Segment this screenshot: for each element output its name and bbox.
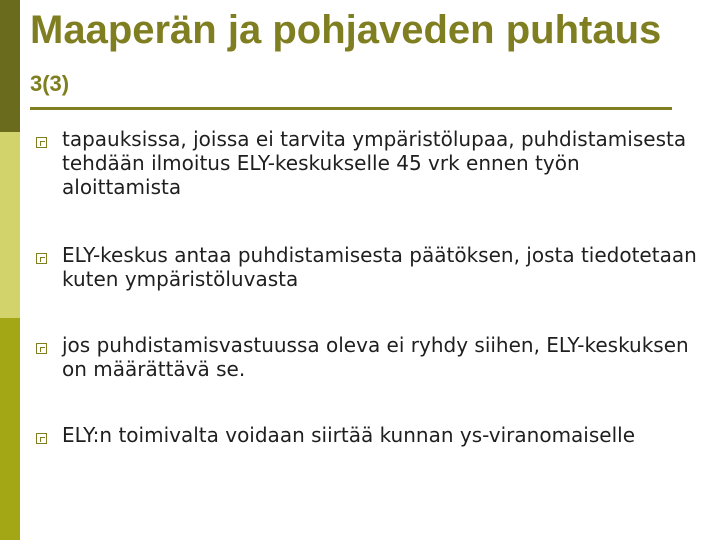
side-bar-light-segment	[0, 132, 20, 318]
list-item	[30, 127, 700, 199]
list-item	[30, 243, 700, 291]
square-bullet-icon	[36, 253, 47, 264]
side-bar-dark-segment	[0, 0, 20, 132]
bullet-list	[30, 127, 700, 447]
slide-title-suffix: 3(3)	[30, 71, 70, 96]
square-bullet-icon	[36, 433, 47, 444]
list-item	[30, 333, 700, 381]
bullet-text: jos puhdistamisvastuussa oleva ei ryhdy siihen, ELY-keskuksen on määrättävä se.	[62, 333, 689, 381]
side-accent-bar	[0, 0, 20, 540]
slide-title	[30, 6, 670, 108]
title-underline	[30, 107, 672, 110]
side-bar-mid-segment	[0, 318, 20, 540]
square-bullet-icon	[36, 137, 47, 148]
bullet-text: ELY-keskus antaa puhdistamisesta päätöksen, josta tiedotetaan kuten ympäristöluvasta	[62, 243, 697, 291]
list-item	[30, 423, 700, 447]
bullet-text: ELY:n toimivalta voidaan siirtää kunnan ys-viranomaiselle	[62, 423, 636, 447]
square-bullet-icon	[36, 343, 47, 354]
bullet-text: tapauksissa, joissa ei tarvita ympäristölupaa, puhdistamisesta tehdään ilmoitus ELY-keskukselle 45 vrk ennen työn aloittamista	[62, 127, 687, 199]
slide-title-text: Maaperän ja pohjaveden puhtaus	[30, 8, 662, 52]
